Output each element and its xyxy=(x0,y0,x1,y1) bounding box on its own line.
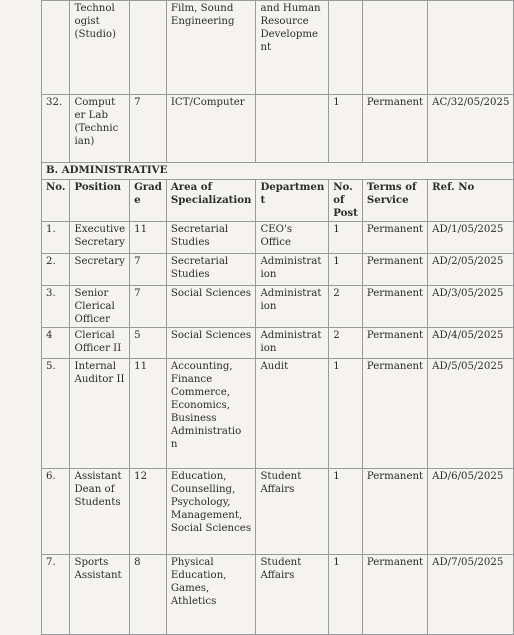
cell-line: Departmen xyxy=(260,181,325,193)
vacancy-table xyxy=(41,0,514,635)
cell-no: 32. xyxy=(42,95,70,163)
cell-department xyxy=(256,286,329,328)
cell-line: No. of xyxy=(333,181,353,206)
cell-line: Assistant xyxy=(74,471,122,482)
cell-grade: 7 xyxy=(130,286,167,328)
cell-ref: AD/5/05/2025 xyxy=(428,359,514,469)
cell-no: 1. xyxy=(42,222,70,254)
cell-line: Affairs xyxy=(260,484,295,495)
header-row xyxy=(42,180,514,222)
cell-line: Secretary xyxy=(74,237,125,248)
cell-line: Film, Sound xyxy=(170,3,234,14)
cell-area xyxy=(166,555,256,635)
cell-line: Management, xyxy=(170,510,243,521)
cell-posts: 1 xyxy=(329,254,363,286)
table-body xyxy=(42,1,514,635)
cell-department xyxy=(256,328,329,359)
cell-line: Athletics xyxy=(170,596,217,607)
cell-line: ion xyxy=(260,269,277,280)
cell-grade: 8 xyxy=(130,555,167,635)
table-row xyxy=(42,222,514,254)
cell-line: CEO's xyxy=(260,224,293,235)
cell-ref xyxy=(428,1,514,95)
cell-line: Secretarial xyxy=(170,256,229,267)
cell-line: Specialization xyxy=(170,194,252,206)
cell-position xyxy=(70,254,130,286)
cell-area xyxy=(166,1,256,95)
cell-ref: AD/7/05/2025 xyxy=(428,555,514,635)
cell-department xyxy=(256,359,329,469)
cell-line: Senior xyxy=(74,288,109,299)
cell-position xyxy=(70,555,130,635)
cell-line: Resource xyxy=(260,16,309,27)
cell-line: (Studio) xyxy=(74,29,116,40)
cell-posts: 1 xyxy=(329,469,363,555)
cell-line: Administrat xyxy=(260,288,322,299)
cell-line: Terms of xyxy=(366,181,417,193)
header-posts xyxy=(329,180,363,222)
cell-area xyxy=(166,254,256,286)
cell-position xyxy=(70,1,130,95)
cell-line: Affairs xyxy=(260,570,295,581)
cell-grade xyxy=(130,1,167,95)
cell-line: Grad xyxy=(134,181,162,193)
cell-terms: Permanent xyxy=(362,328,427,359)
cell-ref: AD/1/05/2025 xyxy=(428,222,514,254)
cell-department xyxy=(256,222,329,254)
table-row xyxy=(42,286,514,328)
cell-line: Administratio xyxy=(170,426,242,437)
cell-line: Service xyxy=(366,194,409,206)
cell-line: Secretary xyxy=(74,256,125,267)
cell-line: Social Sciences xyxy=(170,523,252,534)
cell-line: Physical xyxy=(170,557,214,568)
cell-position xyxy=(70,286,130,328)
table-row xyxy=(42,254,514,286)
cell-line: Economics, xyxy=(170,400,230,411)
cell-terms: Permanent xyxy=(362,95,427,163)
cell-line: (Technic xyxy=(74,123,119,134)
cell-line: t xyxy=(260,194,266,206)
cell-terms xyxy=(362,1,427,95)
cell-ref: AD/6/05/2025 xyxy=(428,469,514,555)
cell-line: ion xyxy=(260,343,277,354)
cell-line: ogist xyxy=(74,16,100,27)
cell-terms: Permanent xyxy=(362,286,427,328)
cell-ref: AC/32/05/2025 xyxy=(428,95,514,163)
cell-no: 2. xyxy=(42,254,70,286)
cell-line: Studies xyxy=(170,237,210,248)
cell-line: Engineering xyxy=(170,16,235,27)
header-area xyxy=(166,180,256,222)
header-no: No. xyxy=(42,180,70,222)
cell-position xyxy=(70,469,130,555)
cell-posts: 1 xyxy=(329,555,363,635)
cell-department xyxy=(256,469,329,555)
cell-area xyxy=(166,328,256,359)
cell-no: 5. xyxy=(42,359,70,469)
cell-position xyxy=(70,95,130,163)
cell-line: Social Sciences xyxy=(170,288,252,299)
cell-area xyxy=(166,222,256,254)
cell-line: Secretarial xyxy=(170,224,229,235)
cell-line: Administrat xyxy=(260,256,322,267)
cell-line: Education, xyxy=(170,471,227,482)
cell-line: Accounting, xyxy=(170,361,233,372)
cell-line: Auditor II xyxy=(74,374,125,385)
cell-line: Clerical xyxy=(74,330,115,341)
header-ref: Ref. No xyxy=(428,180,514,222)
cell-posts: 1 xyxy=(329,222,363,254)
cell-line: Audit xyxy=(260,361,289,372)
table-row xyxy=(42,359,514,469)
cell-line: Education, xyxy=(170,570,227,581)
cell-grade: 12 xyxy=(130,469,167,555)
cell-position xyxy=(70,222,130,254)
header-grade xyxy=(130,180,167,222)
cell-terms: Permanent xyxy=(362,254,427,286)
cell-line: Finance xyxy=(170,374,213,385)
cell-line: ian) xyxy=(74,136,95,147)
cell-department xyxy=(256,1,329,95)
cell-line: Officer xyxy=(74,314,110,325)
cell-ref: AD/4/05/2025 xyxy=(428,328,514,359)
cell-no: 7. xyxy=(42,555,70,635)
cell-ref: AD/3/05/2025 xyxy=(428,286,514,328)
cell-line: Commerce, xyxy=(170,387,231,398)
header-department xyxy=(256,180,329,222)
cell-posts: 1 xyxy=(329,359,363,469)
cell-department xyxy=(256,95,329,163)
cell-grade: 7 xyxy=(130,95,167,163)
cell-department xyxy=(256,555,329,635)
cell-area xyxy=(166,359,256,469)
cell-line: Developme xyxy=(260,29,319,40)
cell-posts: 2 xyxy=(329,328,363,359)
cell-line: Clerical xyxy=(74,301,115,312)
cell-no: 3. xyxy=(42,286,70,328)
header-position: Position xyxy=(70,180,130,222)
cell-no: 4 xyxy=(42,328,70,359)
cell-grade: 11 xyxy=(130,222,167,254)
cell-area: ICT/Computer xyxy=(166,95,256,163)
table-row xyxy=(42,555,514,635)
cell-line: n xyxy=(170,439,178,450)
cell-line: Counselling, xyxy=(170,484,236,495)
cell-line: Technol xyxy=(74,3,115,14)
cell-grade: 7 xyxy=(130,254,167,286)
cell-line: e xyxy=(134,194,141,206)
cell-position xyxy=(70,328,130,359)
cell-line: Students xyxy=(74,497,121,508)
cell-no xyxy=(42,1,70,95)
cell-no: 6. xyxy=(42,469,70,555)
cell-line: Psychology, xyxy=(170,497,231,508)
cell-line: Officer II xyxy=(74,343,122,354)
cell-line: Administrat xyxy=(260,330,322,341)
cell-posts: 2 xyxy=(329,286,363,328)
cell-line: Student xyxy=(260,471,302,482)
cell-position xyxy=(70,359,130,469)
cell-line: Social Sciences xyxy=(170,330,252,341)
table-row-continued xyxy=(42,1,514,95)
cell-terms: Permanent xyxy=(362,555,427,635)
cell-line: Post xyxy=(333,207,358,219)
cell-ref: AD/2/05/2025 xyxy=(428,254,514,286)
cell-line: Internal xyxy=(74,361,116,372)
cell-line: ion xyxy=(260,301,277,312)
cell-line: Sports xyxy=(74,557,109,568)
cell-terms: Permanent xyxy=(362,359,427,469)
cell-posts: 1 xyxy=(329,95,363,163)
header-terms xyxy=(362,180,427,222)
cell-terms: Permanent xyxy=(362,469,427,555)
cell-line: nt xyxy=(260,42,272,53)
cell-line: Comput xyxy=(74,97,116,108)
cell-department xyxy=(256,254,329,286)
cell-line: Games, xyxy=(170,583,210,594)
cell-line: Studies xyxy=(170,269,210,280)
table-row xyxy=(42,469,514,555)
section-heading-row xyxy=(42,163,514,180)
cell-line: Business xyxy=(170,413,217,424)
cell-grade: 5 xyxy=(130,328,167,359)
section-title: B. ADMINISTRATIVE xyxy=(42,163,514,180)
table-row-32 xyxy=(42,95,514,163)
cell-line: Student xyxy=(260,557,302,568)
cell-posts xyxy=(329,1,363,95)
cell-terms: Permanent xyxy=(362,222,427,254)
cell-grade: 11 xyxy=(130,359,167,469)
cell-area xyxy=(166,469,256,555)
cell-area xyxy=(166,286,256,328)
cell-line: er Lab xyxy=(74,110,108,121)
cell-line: Assistant xyxy=(74,570,122,581)
table-row xyxy=(42,328,514,359)
cell-line: Executive xyxy=(74,224,126,235)
cell-line: and Human xyxy=(260,3,321,14)
cell-line: Office xyxy=(260,237,292,248)
cell-line: Dean of xyxy=(74,484,115,495)
cell-line: Area of xyxy=(170,181,212,193)
